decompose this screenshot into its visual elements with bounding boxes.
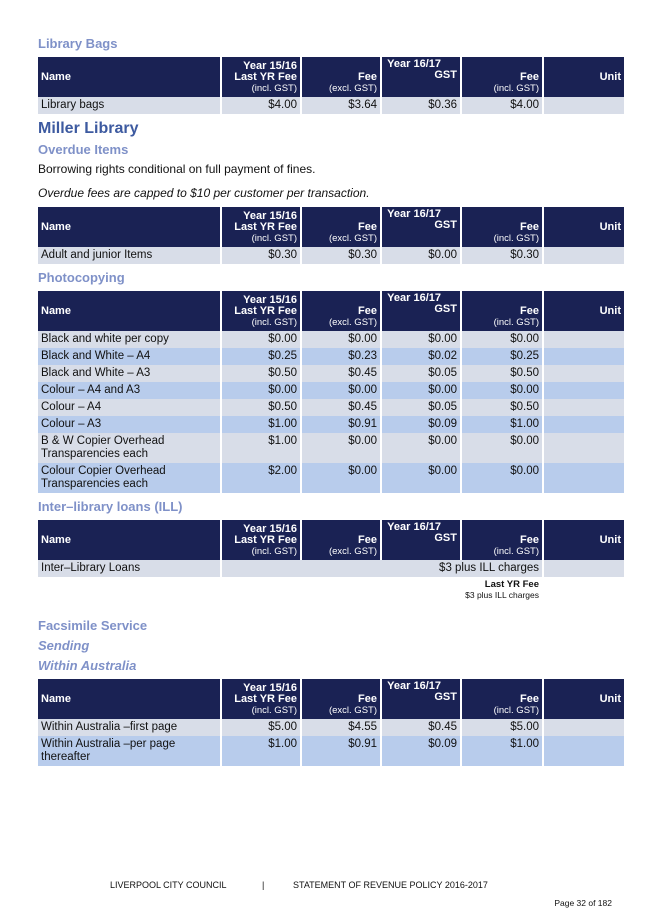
cell-fee-excl: $0.00 [302,433,380,463]
cell-fee-incl: $0.00 [462,331,542,348]
cell-last-yr-fee: $1.00 [222,416,300,433]
table-row [38,560,624,577]
header-last-yr-fee: Year 15/16 Last YR Fee (incl. GST) [222,679,300,719]
section-heading-photocopying: Photocopying [38,270,125,285]
overdue-note-1: Borrowing rights conditional on full payment of fines. [38,162,316,176]
cell-last-yr-fee: $0.30 [222,247,300,264]
cell-name: Within Australia –per page thereafter [38,736,220,766]
cell-unit [544,365,624,382]
section-heading-facsimile: Facsimile Service [38,618,148,633]
cell-last-yr-fee: $1.00 [222,736,300,766]
table-row [38,736,624,766]
section-heading-library-bags: Library Bags [38,36,118,51]
header-unit: Unit [544,679,624,719]
table-row-note [38,577,624,602]
cell-name: Black and White – A4 [38,348,220,365]
cell-unit [544,719,624,736]
cell-name: Colour Copier Overhead Transparencies each [38,463,220,493]
table-body [38,719,624,766]
header-fee-incl: Fee (incl. GST) [462,291,542,331]
cell-gst: $0.05 [382,365,460,382]
cell-fee-incl: $0.50 [462,399,542,416]
cell-gst: $0.00 [382,331,460,348]
table-row [38,382,624,399]
table-row [38,399,624,416]
cell-name: Within Australia –first page [38,719,220,736]
header-unit: Unit [544,57,624,97]
header-last-yr-fee: Year 15/16 Last YR Fee (incl. GST) [222,207,300,247]
header-gst: Year 16/17 GST [382,291,460,331]
cell-last-yr-fee: $0.50 [222,365,300,382]
cell-last-yr-fee: $1.00 [222,433,300,463]
cell-gst: $0.45 [382,719,460,736]
cell-fee-excl: $0.00 [302,331,380,348]
header-fee-excl: Fee (excl. GST) [302,207,380,247]
cell-unit [544,382,624,399]
overdue-note-2: Overdue fees are capped to $10 per customer per transaction. [38,186,370,200]
header-gst: Year 16/17 GST [382,520,460,560]
header-fee-incl: Fee (incl. GST) [462,57,542,97]
header-fee-excl: Fee (excl. GST) [302,520,380,560]
fee-table-facsimile [36,679,626,766]
cell-unit [544,560,624,577]
table-body [38,560,624,602]
table-row [38,719,624,736]
footer-council-name: LIVERPOOL CITY COUNCIL [110,880,227,890]
cell-unit [544,463,624,493]
cell-gst: $0.00 [382,247,460,264]
table-body [38,247,624,264]
cell-gst: $0.09 [382,736,460,766]
header-fee-incl: Fee (incl. GST) [462,207,542,247]
cell-fee-incl: $0.00 [462,433,542,463]
footer-document-title: STATEMENT OF REVENUE POLICY 2016-2017 [293,880,488,890]
table-header [38,207,624,247]
cell-name: Library bags [38,97,220,114]
header-fee-excl: Fee (excl. GST) [302,57,380,97]
table-header [38,679,624,719]
subheading-sending: Sending [38,638,90,653]
cell-fee-incl: $0.00 [462,463,542,493]
cell-last-yr-fee: $0.50 [222,399,300,416]
note-label: Last YR Fee [484,579,539,590]
header-fee-excl: Fee (excl. GST) [302,291,380,331]
cell-unit [544,331,624,348]
header-gst: Year 16/17 GST [382,57,460,97]
table-row [38,365,624,382]
cell-gst: $0.36 [382,97,460,114]
cell-fee-incl: $1.00 [462,736,542,766]
table-row [38,463,624,493]
cell-fee-excl: $0.23 [302,348,380,365]
cell-fee-excl: $0.00 [302,382,380,399]
cell-name: Colour – A3 [38,416,220,433]
header-gst: Year 16/17 GST [382,679,460,719]
table-header [38,57,624,97]
cell-last-yr-fee: $0.00 [222,382,300,399]
footer-page-number: Page 32 of 182 [554,898,612,908]
cell-unit [544,348,624,365]
header-name: Name [38,57,220,97]
cell-last-yr-fee: $2.00 [222,463,300,493]
cell-unit [544,416,624,433]
cell-unit [544,433,624,463]
cell-gst: $0.00 [382,463,460,493]
cell-unit [544,399,624,416]
cell-fee-incl: $1.00 [462,416,542,433]
cell-name: Black and White – A3 [38,365,220,382]
cell-gst: $0.09 [382,416,460,433]
cell-fee-incl: $0.25 [462,348,542,365]
cell-fee-incl: $0.30 [462,247,542,264]
header-unit: Unit [544,520,624,560]
cell-fee-excl: $3.64 [302,97,380,114]
cell-fee-excl: $0.45 [302,399,380,416]
cell-last-yr-note [222,577,542,602]
cell-fee-incl: $4.00 [462,97,542,114]
cell-fee-excl: $4.55 [302,719,380,736]
header-fee-incl: Fee (incl. GST) [462,520,542,560]
cell-unit [544,97,624,114]
table-row [38,331,624,348]
header-name: Name [38,291,220,331]
cell-last-yr-fee: $4.00 [222,97,300,114]
table-header [38,291,624,331]
fee-table-library-bags [36,57,626,114]
header-fee-incl: Fee (incl. GST) [462,679,542,719]
cell-fee-excl: $0.00 [302,463,380,493]
header-last-yr-fee: Year 15/16 Last YR Fee (incl. GST) [222,520,300,560]
cell-name: Colour – A4 and A3 [38,382,220,399]
section-heading-ill: Inter–library loans (ILL) [38,499,183,514]
table-row [38,416,624,433]
header-unit: Unit [544,291,624,331]
cell-fee-excl: $0.30 [302,247,380,264]
cell-fee-excl: $0.45 [302,365,380,382]
section-heading-miller-library: Miller Library [38,120,139,137]
cell-name: B & W Copier Overhead Transparencies each [38,433,220,463]
cell-last-yr-fee: $5.00 [222,719,300,736]
fee-table-ill [36,520,626,602]
cell-last-yr-fee: $0.25 [222,348,300,365]
cell-last-yr-fee: $0.00 [222,331,300,348]
cell-name: Adult and junior Items [38,247,220,264]
table-header [38,520,624,560]
table-row [38,433,624,463]
fee-table-overdue [36,207,626,264]
header-fee-excl: Fee (excl. GST) [302,679,380,719]
table-body [38,97,624,114]
cell-unit [544,247,624,264]
header-last-yr-fee: Year 15/16 Last YR Fee (incl. GST) [222,57,300,97]
table-row [38,97,624,114]
cell-fee-incl: $0.50 [462,365,542,382]
cell-fee-excl: $0.91 [302,416,380,433]
cell-unit [544,736,624,766]
header-name: Name [38,520,220,560]
subheading-within-australia: Within Australia [38,658,137,673]
cell-fee-incl: $5.00 [462,719,542,736]
cell-name: Black and white per copy [38,331,220,348]
cell-gst: $0.02 [382,348,460,365]
cell-fee-excl: $0.91 [302,736,380,766]
cell-name: Colour – A4 [38,399,220,416]
cell-fee-incl: $0.00 [462,382,542,399]
subheading-overdue-items: Overdue Items [38,142,129,157]
cell-name: Inter–Library Loans [38,560,220,577]
cell-gst: $0.00 [382,433,460,463]
header-unit: Unit [544,207,624,247]
table-row [38,348,624,365]
footer-separator: | [262,880,265,890]
header-last-yr-fee: Year 15/16 Last YR Fee (incl. GST) [222,291,300,331]
cell-gst: $0.00 [382,382,460,399]
header-gst: Year 16/17 GST [382,207,460,247]
cell-gst: $0.05 [382,399,460,416]
header-name: Name [38,207,220,247]
cell-fee-text: $3 plus ILL charges [222,560,542,577]
table-row [38,247,624,264]
fee-table-photocopying [36,291,626,493]
table-body [38,331,624,493]
note-value: $3 plus ILL charges [465,590,539,600]
document-page [38,36,621,766]
header-name: Name [38,679,220,719]
